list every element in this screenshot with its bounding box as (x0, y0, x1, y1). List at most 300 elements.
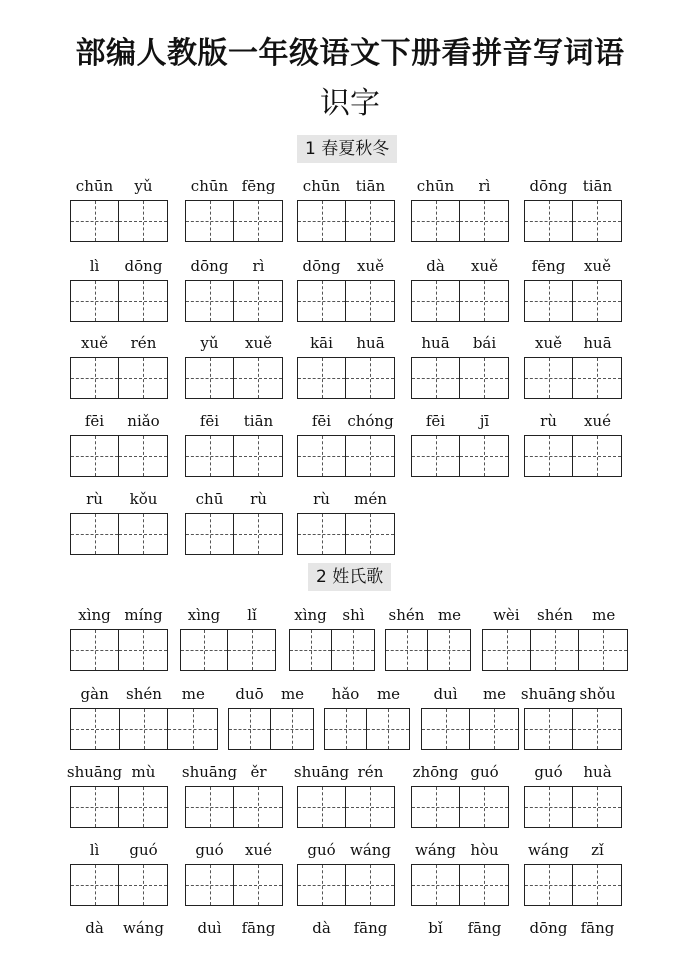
writing-grid[interactable] (70, 513, 168, 555)
writing-grid[interactable] (297, 435, 395, 477)
tian-grid-cell[interactable] (298, 358, 346, 398)
tian-grid-cell[interactable] (229, 709, 271, 749)
tian-grid-cell[interactable] (573, 358, 621, 398)
pinyin-label (293, 762, 395, 782)
tian-grid-cell[interactable] (71, 201, 119, 241)
pinyin-syllable: fēi (199, 412, 220, 430)
tian-grid-cell[interactable] (367, 709, 409, 749)
tian-grid-cell[interactable] (186, 514, 234, 554)
tian-grid-cell[interactable] (346, 281, 394, 321)
tian-grid-cell[interactable] (483, 630, 531, 670)
writing-grid[interactable] (70, 864, 168, 906)
word-box (520, 684, 622, 750)
tian-grid-cell[interactable] (525, 281, 573, 321)
word-box (180, 605, 276, 671)
tian-grid-cell[interactable] (181, 630, 228, 670)
pinyin-label (411, 762, 509, 782)
writing-grid[interactable] (228, 708, 314, 750)
pinyin-syllable: huà (583, 763, 612, 781)
tian-grid-cell[interactable] (119, 865, 167, 905)
tian-grid-cell[interactable] (298, 436, 346, 476)
pinyin-syllable: guó (307, 841, 336, 859)
tian-grid-cell[interactable] (386, 630, 428, 670)
pinyin-syllable: fēi (425, 412, 446, 430)
tian-grid-cell[interactable] (346, 787, 394, 827)
tian-grid-cell[interactable] (412, 201, 460, 241)
pinyin-syllable: xué (584, 412, 611, 430)
pinyin-label (297, 918, 395, 938)
pinyin-syllable: me (482, 685, 507, 703)
pinyin-syllable: mén (354, 490, 387, 508)
pinyin-syllable: lì (89, 257, 100, 275)
word-box (524, 762, 622, 828)
tian-grid-cell[interactable] (234, 787, 282, 827)
word-box (70, 256, 168, 322)
tian-grid-cell[interactable] (346, 514, 394, 554)
tian-grid-cell[interactable] (234, 514, 282, 554)
tian-grid-cell[interactable] (573, 281, 621, 321)
pinyin-label (411, 411, 509, 431)
pinyin-syllable: duì (433, 685, 458, 703)
pinyin-label (411, 256, 509, 276)
writing-grid[interactable] (180, 629, 276, 671)
tian-grid-cell[interactable] (525, 201, 573, 241)
word-box (70, 411, 168, 477)
pinyin-syllable: shuāng (293, 763, 350, 781)
tian-grid-cell[interactable] (573, 201, 621, 241)
writing-grid[interactable] (411, 200, 509, 242)
tian-grid-cell[interactable] (460, 865, 508, 905)
word-box (524, 411, 622, 477)
tian-grid-cell[interactable] (525, 709, 573, 749)
tian-grid-cell[interactable] (422, 709, 470, 749)
tian-grid-cell[interactable] (346, 358, 394, 398)
word-box (411, 176, 509, 242)
pinyin-label (520, 684, 622, 704)
tian-grid-cell[interactable] (228, 630, 275, 670)
writing-grid[interactable] (185, 786, 283, 828)
tian-grid-cell[interactable] (412, 281, 460, 321)
pinyin-syllable: dà (85, 919, 104, 937)
writing-grid[interactable] (70, 435, 168, 477)
writing-grid[interactable] (524, 280, 622, 322)
pinyin-syllable: hǎo (331, 685, 360, 703)
word-box (70, 684, 218, 750)
tian-grid-cell[interactable] (71, 436, 119, 476)
pinyin-syllable: chūn (416, 177, 455, 195)
tian-grid-cell[interactable] (234, 865, 282, 905)
tian-grid-cell[interactable] (120, 709, 169, 749)
tian-grid-cell[interactable] (525, 787, 573, 827)
pinyin-syllable: chūn (302, 177, 341, 195)
pinyin-label (70, 840, 168, 860)
word-box (70, 489, 168, 555)
pinyin-label (66, 762, 168, 782)
tian-grid-cell[interactable] (71, 709, 120, 749)
pinyin-syllable: huā (421, 334, 450, 352)
pinyin-syllable: fēi (311, 412, 332, 430)
pinyin-syllable: xuě (471, 257, 498, 275)
pinyin-syllable: duō (235, 685, 264, 703)
word-box (411, 256, 509, 322)
tian-grid-cell[interactable] (525, 358, 573, 398)
writing-grid[interactable] (70, 200, 168, 242)
pinyin-label (70, 605, 168, 625)
writing-grid[interactable] (70, 629, 168, 671)
pinyin-syllable: rù (313, 490, 330, 508)
page-title: 部编人教版一年级语文下册看拼音写词语 (75, 36, 625, 71)
writing-grid[interactable] (411, 864, 509, 906)
pinyin-syllable: shuāng (181, 763, 238, 781)
pinyin-syllable: dà (312, 919, 331, 937)
tian-grid-cell[interactable] (525, 865, 573, 905)
pinyin-label (524, 176, 622, 196)
pinyin-syllable: gàn (80, 685, 109, 703)
tian-grid-cell[interactable] (186, 436, 234, 476)
pinyin-syllable: tiān (355, 177, 386, 195)
word-box (297, 840, 395, 906)
word-box (293, 762, 395, 828)
tian-grid-cell[interactable] (119, 436, 167, 476)
tian-grid-cell[interactable] (119, 630, 167, 670)
pinyin-syllable: mù (131, 763, 156, 781)
lesson-2-heading: 2 姓氏歌 (308, 563, 391, 591)
pinyin-syllable: bái (472, 334, 497, 352)
word-box (289, 605, 375, 671)
pinyin-syllable: yǔ (134, 177, 153, 195)
tian-grid-cell[interactable] (71, 865, 119, 905)
tian-grid-cell[interactable] (119, 514, 167, 554)
pinyin-syllable: shì (342, 606, 365, 624)
writing-grid[interactable] (524, 435, 622, 477)
pinyin-syllable: shuāng (66, 763, 123, 781)
pinyin-syllable: rì (252, 257, 265, 275)
pinyin-syllable: dōng (190, 257, 229, 275)
pinyin-syllable: wáng (527, 841, 570, 859)
tian-grid-cell[interactable] (298, 865, 346, 905)
pinyin-syllable: rén (130, 334, 157, 352)
pinyin-label (70, 256, 168, 276)
pinyin-syllable: dōng (529, 919, 568, 937)
pinyin-label (524, 256, 622, 276)
pinyin-syllable: kǒu (129, 490, 158, 508)
writing-grid[interactable] (185, 200, 283, 242)
pinyin-syllable: tiān (582, 177, 613, 195)
pinyin-label (297, 411, 395, 431)
word-box (181, 762, 283, 828)
writing-grid[interactable] (421, 708, 519, 750)
pinyin-label (385, 605, 471, 625)
tian-grid-cell[interactable] (298, 514, 346, 554)
pinyin-label (185, 176, 283, 196)
pinyin-syllable: rén (357, 763, 384, 781)
pinyin-syllable: fēng (241, 177, 276, 195)
tian-grid-cell[interactable] (119, 787, 167, 827)
writing-grid[interactable] (297, 513, 395, 555)
tian-grid-cell[interactable] (234, 358, 282, 398)
pinyin-syllable: bǐ (428, 919, 443, 937)
tian-grid-cell[interactable] (412, 865, 460, 905)
writing-grid[interactable] (411, 435, 509, 477)
writing-grid[interactable] (185, 435, 283, 477)
pinyin-label (185, 840, 283, 860)
pinyin-syllable: jī (479, 412, 490, 430)
tian-grid-cell[interactable] (412, 436, 460, 476)
pinyin-syllable: huā (356, 334, 385, 352)
pinyin-syllable: wèi (493, 606, 520, 624)
pinyin-label (411, 918, 509, 938)
tian-grid-cell[interactable] (573, 787, 621, 827)
tian-grid-cell[interactable] (234, 201, 282, 241)
pinyin-syllable: zhōng (412, 763, 459, 781)
writing-grid[interactable] (411, 280, 509, 322)
pinyin-syllable: shén (126, 685, 162, 703)
tian-grid-cell[interactable] (525, 436, 573, 476)
tian-grid-cell[interactable] (298, 201, 346, 241)
writing-grid[interactable] (297, 786, 395, 828)
tian-grid-cell[interactable] (332, 630, 374, 670)
tian-grid-cell[interactable] (186, 787, 234, 827)
word-box (482, 605, 628, 671)
pinyin-syllable: dōng (302, 257, 341, 275)
pinyin-label (185, 333, 283, 353)
writing-grid[interactable] (70, 280, 168, 322)
tian-grid-cell[interactable] (186, 865, 234, 905)
tian-grid-cell[interactable] (119, 201, 167, 241)
tian-grid-cell[interactable] (573, 709, 621, 749)
word-box (524, 333, 622, 399)
word-box (524, 256, 622, 322)
tian-grid-cell[interactable] (271, 709, 313, 749)
pinyin-syllable: me (592, 606, 616, 624)
word-box (297, 176, 395, 242)
lesson-1-heading: 1 春夏秋冬 (297, 135, 397, 163)
pinyin-label (411, 176, 509, 196)
writing-grid[interactable] (185, 357, 283, 399)
writing-grid[interactable] (297, 200, 395, 242)
tian-grid-cell[interactable] (71, 630, 119, 670)
word-box (185, 489, 283, 555)
tian-grid-cell[interactable] (579, 630, 627, 670)
word-box (524, 176, 622, 242)
tian-grid-cell[interactable] (119, 358, 167, 398)
word-box (524, 840, 622, 906)
pinyin-label (297, 840, 395, 860)
pinyin-label (524, 762, 622, 782)
pinyin-syllable: duì (197, 919, 222, 937)
word-box (70, 840, 168, 906)
tian-grid-cell[interactable] (460, 201, 508, 241)
writing-grid[interactable] (297, 864, 395, 906)
word-box (297, 256, 395, 322)
pinyin-syllable: chóng (347, 412, 394, 430)
pinyin-label (524, 840, 622, 860)
word-box (421, 684, 519, 750)
writing-grid[interactable] (524, 200, 622, 242)
word-box (297, 411, 395, 477)
tian-grid-cell[interactable] (346, 436, 394, 476)
pinyin-syllable: zǐ (591, 841, 604, 859)
word-box (385, 605, 471, 671)
writing-grid[interactable] (70, 786, 168, 828)
pinyin-syllable: guó (129, 841, 158, 859)
tian-grid-cell[interactable] (460, 281, 508, 321)
pinyin-label (297, 489, 395, 509)
tian-grid-cell[interactable] (346, 201, 394, 241)
pinyin-label (181, 762, 283, 782)
pinyin-syllable: me (376, 685, 401, 703)
pinyin-label (289, 605, 375, 625)
pinyin-syllable: fēng (531, 257, 566, 275)
pinyin-syllable: me (280, 685, 305, 703)
tian-grid-cell[interactable] (186, 281, 234, 321)
tian-grid-cell[interactable] (460, 436, 508, 476)
pinyin-syllable: fāng (467, 919, 502, 937)
writing-grid[interactable] (324, 708, 410, 750)
tian-grid-cell[interactable] (325, 709, 367, 749)
tian-grid-cell[interactable] (531, 630, 579, 670)
pinyin-syllable: fāng (353, 919, 388, 937)
pinyin-syllable: xìng (294, 606, 327, 624)
tian-grid-cell[interactable] (428, 630, 470, 670)
pinyin-syllable: fēi (84, 412, 105, 430)
tian-grid-cell[interactable] (346, 865, 394, 905)
pinyin-syllable: rì (478, 177, 491, 195)
tian-grid-cell[interactable] (412, 358, 460, 398)
writing-grid[interactable] (524, 708, 622, 750)
pinyin-syllable: hòu (470, 841, 499, 859)
tian-grid-cell[interactable] (71, 787, 119, 827)
writing-grid[interactable] (524, 864, 622, 906)
pinyin-syllable: shén (537, 606, 573, 624)
pinyin-syllable: chū (195, 490, 224, 508)
tian-grid-cell[interactable] (234, 281, 282, 321)
writing-grid[interactable] (70, 357, 168, 399)
word-box (324, 684, 410, 750)
pinyin-syllable: me (437, 606, 462, 624)
pinyin-syllable: lǐ (247, 606, 257, 624)
pinyin-label (411, 840, 509, 860)
tian-grid-cell[interactable] (573, 436, 621, 476)
tian-grid-cell[interactable] (573, 865, 621, 905)
pinyin-syllable: kāi (310, 334, 333, 352)
tian-grid-cell[interactable] (71, 514, 119, 554)
pinyin-syllable: rù (250, 490, 267, 508)
pinyin-syllable: míng (124, 606, 163, 624)
pinyin-syllable: ěr (250, 763, 267, 781)
pinyin-syllable: wáng (349, 841, 392, 859)
pinyin-label (185, 256, 283, 276)
pinyin-label (228, 684, 314, 704)
pinyin-syllable: dōng (124, 257, 163, 275)
tian-grid-cell[interactable] (412, 787, 460, 827)
word-box (228, 684, 314, 750)
pinyin-label (324, 684, 410, 704)
word-box (297, 333, 395, 399)
word-box (70, 333, 168, 399)
writing-grid[interactable] (289, 629, 375, 671)
word-box (66, 762, 168, 828)
pinyin-syllable: xuě (245, 334, 272, 352)
pinyin-label (482, 605, 628, 625)
writing-grid[interactable] (70, 708, 218, 750)
pinyin-syllable: wáng (122, 919, 165, 937)
tian-grid-cell[interactable] (71, 358, 119, 398)
pinyin-syllable: guó (470, 763, 499, 781)
writing-grid[interactable] (185, 513, 283, 555)
tian-grid-cell[interactable] (298, 787, 346, 827)
pinyin-syllable: xuě (357, 257, 384, 275)
pinyin-label (297, 333, 395, 353)
section-title: 识字 (320, 86, 380, 121)
pinyin-syllable: niǎo (127, 412, 160, 430)
pinyin-syllable: lì (89, 841, 100, 859)
tian-grid-cell[interactable] (186, 358, 234, 398)
tian-grid-cell[interactable] (290, 630, 332, 670)
word-box (185, 176, 283, 242)
pinyin-label (70, 918, 168, 938)
pinyin-label (524, 333, 622, 353)
word-box (185, 256, 283, 322)
pinyin-label (297, 256, 395, 276)
tian-grid-cell[interactable] (460, 787, 508, 827)
tian-grid-cell[interactable] (119, 281, 167, 321)
pinyin-syllable: rù (540, 412, 557, 430)
pinyin-syllable: huā (583, 334, 612, 352)
tian-grid-cell[interactable] (71, 281, 119, 321)
pinyin-label (180, 605, 276, 625)
word-box (297, 489, 395, 555)
writing-grid[interactable] (482, 629, 628, 671)
writing-grid[interactable] (524, 786, 622, 828)
writing-grid[interactable] (385, 629, 471, 671)
pinyin-syllable: yǔ (200, 334, 219, 352)
pinyin-label (411, 333, 509, 353)
pinyin-syllable: dōng (529, 177, 568, 195)
pinyin-label (185, 489, 283, 509)
pinyin-label (524, 411, 622, 431)
tian-grid-cell[interactable] (298, 281, 346, 321)
word-box (411, 411, 509, 477)
tian-grid-cell[interactable] (470, 709, 518, 749)
pinyin-label (70, 489, 168, 509)
word-box (411, 333, 509, 399)
writing-grid[interactable] (297, 280, 395, 322)
tian-grid-cell[interactable] (234, 436, 282, 476)
pinyin-syllable: chūn (190, 177, 229, 195)
word-box (185, 333, 283, 399)
pinyin-label (70, 411, 168, 431)
writing-grid[interactable] (411, 357, 509, 399)
pinyin-label (297, 176, 395, 196)
pinyin-syllable: xué (245, 841, 272, 859)
pinyin-syllable: me (181, 685, 205, 703)
tian-grid-cell[interactable] (186, 201, 234, 241)
writing-grid[interactable] (297, 357, 395, 399)
writing-grid[interactable] (411, 786, 509, 828)
tian-grid-cell[interactable] (460, 358, 508, 398)
pinyin-syllable: guó (534, 763, 563, 781)
writing-grid[interactable] (524, 357, 622, 399)
pinyin-syllable: guó (195, 841, 224, 859)
word-box (185, 840, 283, 906)
writing-grid[interactable] (185, 280, 283, 322)
pinyin-label (185, 411, 283, 431)
writing-grid[interactable] (185, 864, 283, 906)
pinyin-syllable: chūn (75, 177, 114, 195)
pinyin-syllable: xuě (81, 334, 108, 352)
tian-grid-cell[interactable] (168, 709, 217, 749)
